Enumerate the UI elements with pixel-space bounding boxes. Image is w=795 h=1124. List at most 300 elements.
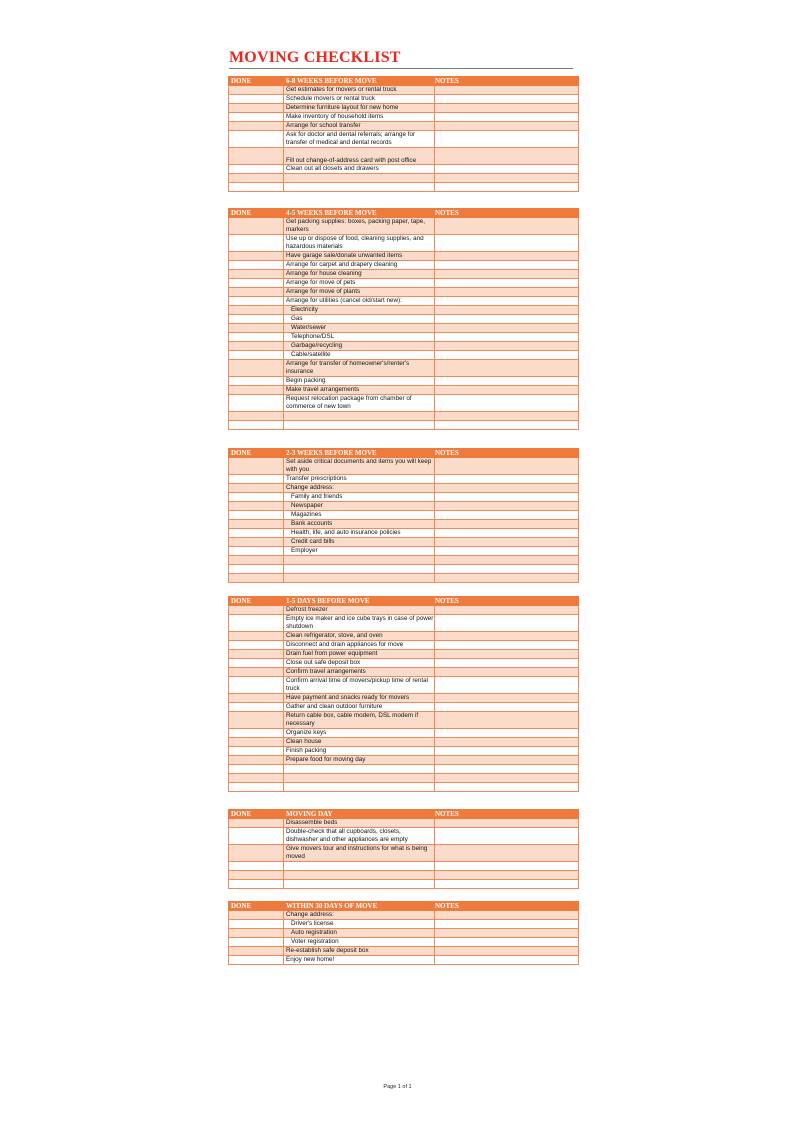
section-heading: WITHIN 30 DAYS OF MOVE xyxy=(284,902,435,911)
done-checkbox-cell[interactable] xyxy=(229,938,284,947)
done-checkbox-cell[interactable] xyxy=(229,729,284,738)
done-checkbox-cell[interactable] xyxy=(229,95,284,104)
notes-cell[interactable] xyxy=(435,421,579,430)
notes-cell[interactable] xyxy=(435,148,579,165)
done-checkbox-cell[interactable] xyxy=(229,131,284,148)
done-checkbox-cell[interactable] xyxy=(229,386,284,395)
notes-cell[interactable] xyxy=(435,484,579,493)
checklist-row xyxy=(229,845,579,862)
done-checkbox-cell[interactable] xyxy=(229,148,284,165)
done-checkbox-cell[interactable] xyxy=(229,458,284,475)
task-text: Enjoy new home! xyxy=(284,956,435,965)
checklist-row xyxy=(229,668,579,677)
task-text: Begin packing xyxy=(284,377,435,386)
task-text: Arrange for move of pets xyxy=(284,279,435,288)
checklist-section xyxy=(228,596,579,792)
notes-cell[interactable] xyxy=(435,574,579,583)
notes-cell[interactable] xyxy=(435,324,579,333)
checklist-row xyxy=(229,122,579,131)
done-checkbox-cell[interactable] xyxy=(229,324,284,333)
notes-cell[interactable] xyxy=(435,871,579,880)
notes-cell[interactable] xyxy=(435,920,579,929)
notes-cell[interactable] xyxy=(435,502,579,511)
checklist-row xyxy=(229,712,579,729)
notes-cell[interactable] xyxy=(435,342,579,351)
checklist-row xyxy=(229,774,579,783)
notes-cell[interactable] xyxy=(435,911,579,920)
done-checkbox-cell[interactable] xyxy=(229,306,284,315)
done-checkbox-cell[interactable] xyxy=(229,774,284,783)
task-text xyxy=(284,556,435,565)
page-title: MOVING CHECKLIST xyxy=(229,49,573,69)
notes-cell[interactable] xyxy=(435,235,579,252)
section-heading: 4-5 WEEKS BEFORE MOVE xyxy=(284,209,435,218)
done-checkbox-cell[interactable] xyxy=(229,632,284,641)
checklist-row xyxy=(229,288,579,297)
done-checkbox-cell[interactable] xyxy=(229,493,284,502)
task-text: Gather and clean outdoor furniture xyxy=(284,703,435,712)
checklist-row xyxy=(229,484,579,493)
notes-cell[interactable] xyxy=(435,538,579,547)
checklist-row xyxy=(229,377,579,386)
done-checkbox-cell[interactable] xyxy=(229,920,284,929)
done-checkbox-cell[interactable] xyxy=(229,475,284,484)
notes-cell[interactable] xyxy=(435,659,579,668)
done-checkbox-cell[interactable] xyxy=(229,677,284,694)
notes-cell[interactable] xyxy=(435,412,579,421)
done-checkbox-cell[interactable] xyxy=(229,668,284,677)
notes-cell[interactable] xyxy=(435,947,579,956)
section-header-row xyxy=(229,597,579,606)
task-text: Make travel arrangements xyxy=(284,386,435,395)
notes-cell[interactable] xyxy=(435,765,579,774)
notes-cell[interactable] xyxy=(435,703,579,712)
checklist-row xyxy=(229,333,579,342)
notes-cell[interactable] xyxy=(435,351,579,360)
checklist-row xyxy=(229,412,579,421)
notes-cell[interactable] xyxy=(435,606,579,615)
done-column-header: DONE xyxy=(229,810,284,819)
task-text: Confirm arrival time of movers/pickup time of rental truck xyxy=(284,677,435,694)
notes-cell[interactable] xyxy=(435,333,579,342)
checklist-row xyxy=(229,632,579,641)
task-text: Electricity xyxy=(284,306,435,315)
notes-cell[interactable] xyxy=(435,845,579,862)
notes-cell[interactable] xyxy=(435,632,579,641)
checklist-row xyxy=(229,252,579,261)
notes-cell[interactable] xyxy=(435,756,579,765)
notes-cell[interactable] xyxy=(435,183,579,192)
checklist-row xyxy=(229,315,579,324)
section-heading: 1-5 DAYS BEFORE MOVE xyxy=(284,597,435,606)
notes-cell[interactable] xyxy=(435,677,579,694)
notes-cell[interactable] xyxy=(435,929,579,938)
done-checkbox-cell[interactable] xyxy=(229,174,284,183)
task-text: Organize keys xyxy=(284,729,435,738)
task-text: Water/sewer xyxy=(284,324,435,333)
done-checkbox-cell[interactable] xyxy=(229,261,284,270)
checklist-row xyxy=(229,95,579,104)
notes-cell[interactable] xyxy=(435,641,579,650)
checklist-row xyxy=(229,421,579,430)
done-checkbox-cell[interactable] xyxy=(229,288,284,297)
notes-cell[interactable] xyxy=(435,261,579,270)
checklist-row xyxy=(229,475,579,484)
notes-cell[interactable] xyxy=(435,880,579,889)
section-heading: MOVING DAY xyxy=(284,810,435,819)
notes-cell[interactable] xyxy=(435,165,579,174)
task-text: Arrange for house cleaning xyxy=(284,270,435,279)
checklist-row xyxy=(229,738,579,747)
notes-column-header: NOTES xyxy=(435,209,579,218)
checklist-row xyxy=(229,235,579,252)
notes-cell[interactable] xyxy=(435,288,579,297)
notes-cell[interactable] xyxy=(435,252,579,261)
done-checkbox-cell[interactable] xyxy=(229,270,284,279)
done-checkbox-cell[interactable] xyxy=(229,747,284,756)
task-text: Credit card bills xyxy=(284,538,435,547)
task-text: Have garage sale/donate unwanted items xyxy=(284,252,435,261)
checklist-row xyxy=(229,113,579,122)
checklist-row xyxy=(229,871,579,880)
notes-cell[interactable] xyxy=(435,306,579,315)
done-checkbox-cell[interactable] xyxy=(229,342,284,351)
checklist-row xyxy=(229,538,579,547)
checklist-row xyxy=(229,911,579,920)
notes-cell[interactable] xyxy=(435,386,579,395)
task-text: Clean house xyxy=(284,738,435,747)
checklist-row xyxy=(229,458,579,475)
notes-cell[interactable] xyxy=(435,297,579,306)
done-checkbox-cell[interactable] xyxy=(229,502,284,511)
done-checkbox-cell[interactable] xyxy=(229,556,284,565)
notes-cell[interactable] xyxy=(435,828,579,845)
task-text: Make inventory of household items xyxy=(284,113,435,122)
checklist-row xyxy=(229,615,579,632)
task-text: Telephone/DSL xyxy=(284,333,435,342)
checklist-row xyxy=(229,148,579,165)
task-text: Fill out change-of-address card with post office xyxy=(284,148,435,165)
task-text: Employer xyxy=(284,547,435,556)
task-text: Change address: xyxy=(284,911,435,920)
notes-cell[interactable] xyxy=(435,174,579,183)
done-checkbox-cell[interactable] xyxy=(229,738,284,747)
done-checkbox-cell[interactable] xyxy=(229,86,284,95)
checklist-row xyxy=(229,183,579,192)
task-text: Arrange for school transfer xyxy=(284,122,435,131)
checklist-row xyxy=(229,297,579,306)
task-text: Empty ice maker and ice cube trays in case of power shutdown xyxy=(284,615,435,632)
notes-column-header: NOTES xyxy=(435,449,579,458)
checklist-row xyxy=(229,729,579,738)
done-checkbox-cell[interactable] xyxy=(229,911,284,920)
done-checkbox-cell[interactable] xyxy=(229,659,284,668)
done-checkbox-cell[interactable] xyxy=(229,351,284,360)
task-text: Cable/satellite xyxy=(284,351,435,360)
done-checkbox-cell[interactable] xyxy=(229,315,284,324)
done-checkbox-cell[interactable] xyxy=(229,538,284,547)
task-text: Disconnect and drain appliances for move xyxy=(284,641,435,650)
done-checkbox-cell[interactable] xyxy=(229,615,284,632)
checklist-row xyxy=(229,174,579,183)
task-text: Gas xyxy=(284,315,435,324)
checklist-row xyxy=(229,86,579,95)
task-text: Have payment and snacks ready for movers xyxy=(284,694,435,703)
done-checkbox-cell[interactable] xyxy=(229,395,284,412)
done-checkbox-cell[interactable] xyxy=(229,520,284,529)
notes-cell[interactable] xyxy=(435,95,579,104)
checklist-row xyxy=(229,783,579,792)
done-checkbox-cell[interactable] xyxy=(229,377,284,386)
checklist-row xyxy=(229,520,579,529)
checklist-row xyxy=(229,386,579,395)
notes-cell[interactable] xyxy=(435,104,579,113)
done-checkbox-cell[interactable] xyxy=(229,547,284,556)
notes-cell[interactable] xyxy=(435,556,579,565)
done-checkbox-cell[interactable] xyxy=(229,252,284,261)
task-text: Arrange for move of plants xyxy=(284,288,435,297)
notes-cell[interactable] xyxy=(435,694,579,703)
done-checkbox-cell[interactable] xyxy=(229,574,284,583)
task-text: Arrange for carpet and drapery cleaning xyxy=(284,261,435,270)
done-checkbox-cell[interactable] xyxy=(229,218,284,235)
done-checkbox-cell[interactable] xyxy=(229,828,284,845)
done-column-header: DONE xyxy=(229,597,284,606)
task-text: Close out safe deposit box xyxy=(284,659,435,668)
notes-cell[interactable] xyxy=(435,395,579,412)
task-text: Finish packing xyxy=(284,747,435,756)
task-text xyxy=(284,783,435,792)
task-text: Defrost freezer xyxy=(284,606,435,615)
checklist-section xyxy=(228,901,579,965)
checklist-row xyxy=(229,502,579,511)
checklist-row xyxy=(229,765,579,774)
notes-cell[interactable] xyxy=(435,475,579,484)
notes-cell[interactable] xyxy=(435,819,579,828)
task-text: Confirm travel arrangements xyxy=(284,668,435,677)
checklist-row xyxy=(229,270,579,279)
task-text: Schedule movers or rental truck xyxy=(284,95,435,104)
done-checkbox-cell[interactable] xyxy=(229,880,284,889)
notes-cell[interactable] xyxy=(435,493,579,502)
done-checkbox-cell[interactable] xyxy=(229,104,284,113)
section-header-row xyxy=(229,810,579,819)
checklist-row xyxy=(229,920,579,929)
checklist-row xyxy=(229,819,579,828)
task-text xyxy=(284,174,435,183)
notes-cell[interactable] xyxy=(435,520,579,529)
notes-cell[interactable] xyxy=(435,862,579,871)
checklist-row xyxy=(229,395,579,412)
checklist-section xyxy=(228,208,579,430)
notes-cell[interactable] xyxy=(435,511,579,520)
checklist-row xyxy=(229,547,579,556)
task-text: Clean refrigerator, stove, and oven xyxy=(284,632,435,641)
done-checkbox-cell[interactable] xyxy=(229,929,284,938)
checklist-row xyxy=(229,565,579,574)
done-checkbox-cell[interactable] xyxy=(229,765,284,774)
done-checkbox-cell[interactable] xyxy=(229,862,284,871)
notes-cell[interactable] xyxy=(435,565,579,574)
done-checkbox-cell[interactable] xyxy=(229,122,284,131)
task-text: Newspaper xyxy=(284,502,435,511)
task-text: Change address: xyxy=(284,484,435,493)
task-text xyxy=(284,565,435,574)
done-checkbox-cell[interactable] xyxy=(229,641,284,650)
done-column-header: DONE xyxy=(229,449,284,458)
task-text: Get packing supplies: boxes, packing paper, tape, markers xyxy=(284,218,435,235)
notes-column-header: NOTES xyxy=(435,77,579,86)
task-text: Re-establish safe deposit box xyxy=(284,947,435,956)
notes-cell[interactable] xyxy=(435,122,579,131)
done-checkbox-cell[interactable] xyxy=(229,511,284,520)
notes-cell[interactable] xyxy=(435,270,579,279)
checklist-row xyxy=(229,880,579,889)
done-checkbox-cell[interactable] xyxy=(229,947,284,956)
checklist-row xyxy=(229,165,579,174)
task-text xyxy=(284,774,435,783)
done-checkbox-cell[interactable] xyxy=(229,650,284,659)
notes-cell[interactable] xyxy=(435,113,579,122)
notes-cell[interactable] xyxy=(435,615,579,632)
done-checkbox-cell[interactable] xyxy=(229,703,284,712)
task-text: Return cable box, cable modem, DSL modem if necessary xyxy=(284,712,435,729)
done-checkbox-cell[interactable] xyxy=(229,871,284,880)
notes-cell[interactable] xyxy=(435,956,579,965)
done-checkbox-cell[interactable] xyxy=(229,183,284,192)
checklist-row xyxy=(229,659,579,668)
notes-cell[interactable] xyxy=(435,86,579,95)
checklist-row xyxy=(229,650,579,659)
done-checkbox-cell[interactable] xyxy=(229,819,284,828)
checklist-row xyxy=(229,131,579,148)
notes-cell[interactable] xyxy=(435,529,579,538)
notes-cell[interactable] xyxy=(435,774,579,783)
checklist-row xyxy=(229,747,579,756)
notes-cell[interactable] xyxy=(435,315,579,324)
done-checkbox-cell[interactable] xyxy=(229,165,284,174)
done-checkbox-cell[interactable] xyxy=(229,333,284,342)
done-checkbox-cell[interactable] xyxy=(229,484,284,493)
task-text: Set aside critical documents and items you will keep with you xyxy=(284,458,435,475)
task-text: Arrange for utilities (cancel old/start new): xyxy=(284,297,435,306)
done-checkbox-cell[interactable] xyxy=(229,956,284,965)
checklist-row xyxy=(229,641,579,650)
checklist-row xyxy=(229,360,579,377)
checklist-row xyxy=(229,938,579,947)
task-text xyxy=(284,412,435,421)
done-checkbox-cell[interactable] xyxy=(229,421,284,430)
checklist-row xyxy=(229,218,579,235)
notes-cell[interactable] xyxy=(435,218,579,235)
notes-cell[interactable] xyxy=(435,729,579,738)
checklist-row xyxy=(229,529,579,538)
checklist-row xyxy=(229,574,579,583)
notes-cell[interactable] xyxy=(435,747,579,756)
task-text: Health, life, and auto insurance policies xyxy=(284,529,435,538)
task-text: Arrange for transfer of homeowner's/renter's insurance xyxy=(284,360,435,377)
notes-cell[interactable] xyxy=(435,738,579,747)
notes-cell[interactable] xyxy=(435,547,579,556)
checklist-row xyxy=(229,493,579,502)
task-text: Auto registration xyxy=(284,929,435,938)
notes-cell[interactable] xyxy=(435,712,579,729)
section-header-row xyxy=(229,449,579,458)
checklist-row xyxy=(229,342,579,351)
notes-cell[interactable] xyxy=(435,377,579,386)
checklist-row xyxy=(229,556,579,565)
section-header-row xyxy=(229,209,579,218)
done-checkbox-cell[interactable] xyxy=(229,756,284,765)
task-text: Request relocation package from chamber of commerce of new town xyxy=(284,395,435,412)
done-column-header: DONE xyxy=(229,902,284,911)
done-checkbox-cell[interactable] xyxy=(229,360,284,377)
done-checkbox-cell[interactable] xyxy=(229,712,284,729)
checklist-row xyxy=(229,306,579,315)
checklist-row xyxy=(229,677,579,694)
notes-cell[interactable] xyxy=(435,279,579,288)
notes-cell[interactable] xyxy=(435,668,579,677)
done-checkbox-cell[interactable] xyxy=(229,694,284,703)
checklist-row xyxy=(229,351,579,360)
done-checkbox-cell[interactable] xyxy=(229,235,284,252)
task-text: Use up or dispose of food, cleaning supplies, and hazardous materials xyxy=(284,235,435,252)
notes-column-header: NOTES xyxy=(435,902,579,911)
done-checkbox-cell[interactable] xyxy=(229,529,284,538)
notes-cell[interactable] xyxy=(435,131,579,148)
done-checkbox-cell[interactable] xyxy=(229,279,284,288)
done-checkbox-cell[interactable] xyxy=(229,565,284,574)
checklist-row xyxy=(229,756,579,765)
page-footer: Page 1 of 1 xyxy=(383,1084,412,1090)
done-checkbox-cell[interactable] xyxy=(229,297,284,306)
done-checkbox-cell[interactable] xyxy=(229,113,284,122)
checklist-section xyxy=(228,76,579,192)
task-text: Clean out all closets and drawers xyxy=(284,165,435,174)
notes-cell[interactable] xyxy=(435,650,579,659)
section-header-row xyxy=(229,77,579,86)
section-heading: 2-3 WEEKS BEFORE MOVE xyxy=(284,449,435,458)
done-checkbox-cell[interactable] xyxy=(229,783,284,792)
task-text: Give movers tour and instructions for what is being moved xyxy=(284,845,435,862)
task-text xyxy=(284,871,435,880)
checklist-row xyxy=(229,104,579,113)
notes-cell[interactable] xyxy=(435,938,579,947)
done-checkbox-cell[interactable] xyxy=(229,606,284,615)
task-text: Family and friends xyxy=(284,493,435,502)
task-text: Double-check that all cupboards, closets, dishwasher and other appliances are empty xyxy=(284,828,435,845)
checklist-row xyxy=(229,606,579,615)
task-text xyxy=(284,765,435,774)
task-text: Prepare food for moving day xyxy=(284,756,435,765)
notes-cell[interactable] xyxy=(435,458,579,475)
checklist-row xyxy=(229,694,579,703)
checklist-section xyxy=(228,809,579,889)
checklist-row xyxy=(229,956,579,965)
done-checkbox-cell[interactable] xyxy=(229,412,284,421)
checklist-row xyxy=(229,929,579,938)
notes-column-header: NOTES xyxy=(435,597,579,606)
task-text: Transfer prescriptions xyxy=(284,475,435,484)
checklist-row xyxy=(229,261,579,270)
notes-cell[interactable] xyxy=(435,783,579,792)
notes-cell[interactable] xyxy=(435,360,579,377)
checklist-row xyxy=(229,828,579,845)
task-text: Disassemble beds xyxy=(284,819,435,828)
notes-column-header: NOTES xyxy=(435,810,579,819)
done-checkbox-cell[interactable] xyxy=(229,845,284,862)
section-header-row xyxy=(229,902,579,911)
